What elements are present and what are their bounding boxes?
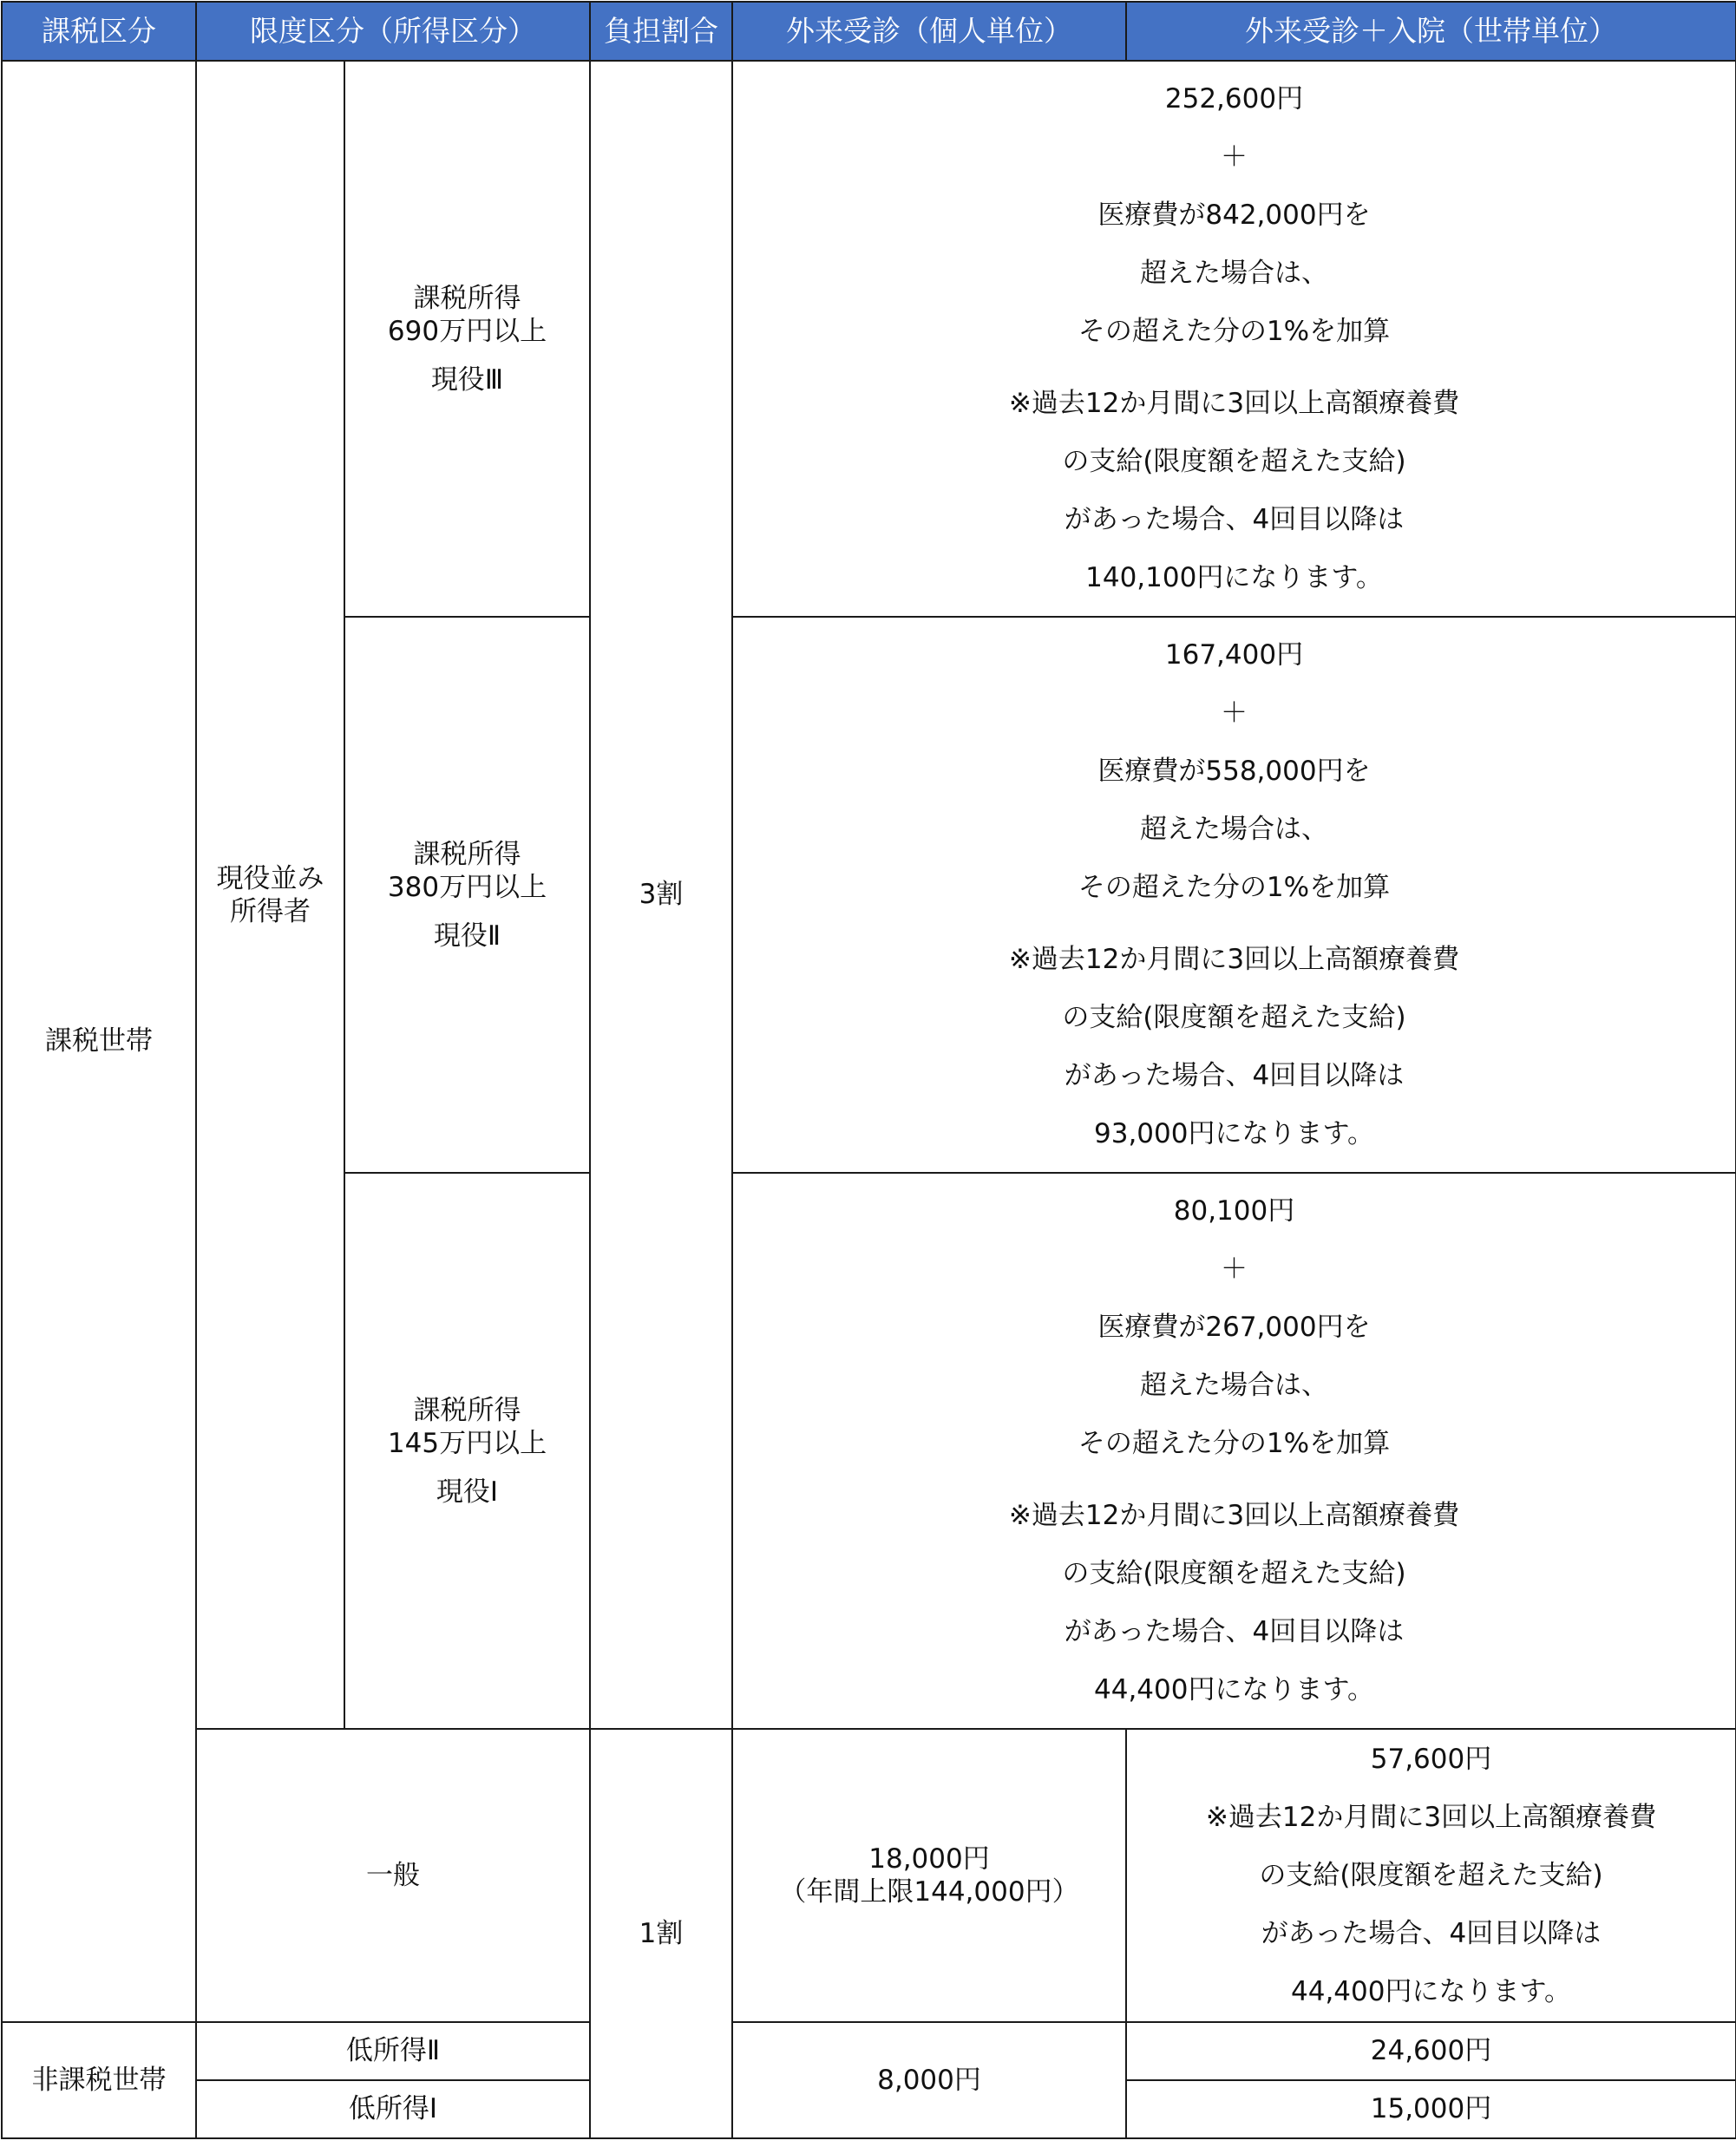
income-line2: 690万円以上 (387, 315, 547, 347)
low-income-2-label: 低所得Ⅱ (196, 2022, 590, 2080)
income-line1: 課税所得 (413, 1394, 521, 1426)
taxed-household-cell: 課税世帯 (2, 61, 196, 2022)
income-label: 現役Ⅱ (433, 920, 501, 952)
spacer (733, 917, 1735, 931)
low-income-2-household: 24,600円 (1126, 2022, 1736, 2080)
spacer (733, 1473, 1735, 1487)
limit-line: 57,600円 (1370, 1743, 1492, 1775)
limit-note-line: があった場合、4回目以降は (1261, 1917, 1602, 1949)
limit-line: ＋ (1221, 1254, 1248, 1285)
burden-ratio-3: 3割 (590, 61, 732, 1729)
limit-line: 超えた場合は、 (1140, 1370, 1328, 1401)
non-taxed-household-cell: 非課税世帯 (2, 2022, 196, 2138)
limit-note-line: の支給(限度額を超えた支給) (1259, 1859, 1603, 1891)
burden-ratio-1: 1割 (590, 1729, 732, 2138)
limit-cell-active-1 (732, 1173, 1736, 1729)
income-cell-active-2 (344, 617, 590, 1173)
row-active-3 (2, 61, 1736, 617)
limit-note-line: の支給(限度額を超えた支給) (1062, 446, 1406, 477)
row-general (2, 1729, 1736, 2022)
income-cell-active-3 (344, 61, 590, 617)
income-label: 現役Ⅲ (430, 363, 504, 396)
active-income-group-line2: 所得者 (230, 895, 311, 927)
limit-note-line: 44,400円になります。 (1291, 1975, 1571, 2007)
active-income-group-cell (196, 61, 344, 1729)
limit-cell-active-2 (732, 617, 1736, 1173)
header-outpatient-individual: 外来受診（個人単位） (732, 2, 1126, 61)
limit-note-line: ※過去12か月間に3回以上高額療養費 (1008, 944, 1460, 975)
limit-note-line: があった場合、4回目以降は (1064, 1060, 1405, 1091)
limit-line: ＋ (1221, 697, 1248, 729)
income-cell-active-1 (344, 1173, 590, 1729)
limit-line: 167,400円 (1164, 639, 1304, 671)
limit-line: 252,600円 (1164, 83, 1304, 115)
header-tax-category: 課税区分 (2, 2, 196, 61)
limit-line: 医療費が267,000円を (1097, 1312, 1371, 1343)
spacer (733, 361, 1735, 375)
limit-line: その超えた分の1%を加算 (1078, 316, 1391, 347)
limit-line: その超えた分の1%を加算 (1078, 1428, 1391, 1459)
low-income-outpatient: 8,000円 (732, 2022, 1126, 2138)
income-line2: 145万円以上 (387, 1427, 547, 1459)
header-outpatient-inpatient-household: 外来受診＋入院（世帯単位） (1126, 2, 1736, 61)
limit-note-line: の支給(限度額を超えた支給) (1062, 1558, 1406, 1589)
header-row (2, 2, 1736, 61)
limit-line: その超えた分の1%を加算 (1078, 872, 1391, 903)
income-line2: 380万円以上 (387, 871, 547, 903)
limit-note-line: 44,400円になります。 (1094, 1674, 1374, 1705)
limit-note-line: があった場合、4回目以降は (1064, 1616, 1405, 1647)
general-household (1126, 1729, 1736, 2022)
income-line1: 課税所得 (413, 838, 521, 870)
active-income-group-line1: 現役並み (216, 862, 324, 894)
income-line1: 課税所得 (413, 282, 521, 314)
general-outpatient (732, 1729, 1126, 2022)
limit-note-line: 93,000円になります。 (1094, 1118, 1374, 1149)
limit-note-line: の支給(限度額を超えた支給) (1062, 1002, 1406, 1033)
limit-line: 80,100円 (1173, 1195, 1295, 1227)
general-label: 一般 (196, 1729, 590, 2022)
limit-line: 医療費が558,000円を (1097, 756, 1371, 787)
limit-cell-active-3 (732, 61, 1736, 617)
limit-line: ＋ (1221, 141, 1248, 173)
header-burden-ratio: 負担割合 (590, 2, 732, 61)
limit-note-line: があった場合、4回目以降は (1064, 504, 1405, 535)
general-outpatient-amount: 18,000円 (868, 1843, 990, 1875)
limit-note-line: ※過去12か月間に3回以上高額療養費 (1205, 1801, 1657, 1833)
low-income-1-label: 低所得Ⅰ (196, 2080, 590, 2138)
limit-note-line: ※過去12か月間に3回以上高額療養費 (1008, 1500, 1460, 1531)
limit-note-line: ※過去12か月間に3回以上高額療養費 (1008, 388, 1460, 419)
income-label: 現役Ⅰ (436, 1476, 499, 1508)
low-income-1-household: 15,000円 (1126, 2080, 1736, 2138)
limit-line: 超えた場合は、 (1140, 814, 1328, 845)
general-outpatient-annual-cap: （年間上限144,000円） (779, 1876, 1079, 1908)
limit-note-line: 140,100円になります。 (1085, 562, 1383, 593)
medical-cost-limit-table (1, 1, 1736, 2139)
row-low-income-2 (2, 2022, 1736, 2080)
limit-line: 超えた場合は、 (1140, 258, 1328, 289)
limit-line: 医療費が842,000円を (1097, 200, 1371, 231)
header-limit-category: 限度区分（所得区分） (196, 2, 590, 61)
